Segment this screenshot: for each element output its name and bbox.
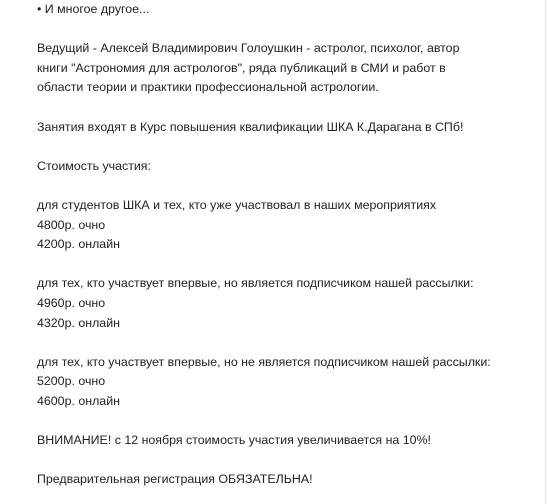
paragraph-gap — [37, 333, 537, 353]
pricing-group-label: для тех, кто участвует впервые, но не является подписчиком нашей рассылки: — [37, 354, 491, 369]
price-offline: 4960р. очно — [37, 295, 106, 310]
price-offline: 5200р. очно — [37, 374, 106, 389]
paragraph-gap — [37, 137, 537, 157]
course-note: Занятия входят в Курс повышения квалификации ШКА К.Дарагана в СПб! — [37, 119, 464, 134]
bullet-item: • И многое другое... — [37, 2, 150, 16]
registration-note: Предварительная регистрация ОБЯЗАТЕЛЬНА! — [37, 472, 313, 487]
pricing-group-label: для тех, кто участвует впервые, но является подписчиком нашей рассылки: — [37, 276, 474, 291]
paragraph-gap — [37, 451, 537, 471]
pricing-group — [37, 274, 537, 333]
pricing-heading: Стоимость участия: — [37, 158, 151, 173]
price-online: 4320р. онлайн — [37, 315, 120, 330]
price-offline: 4800р. очно — [37, 217, 106, 232]
host-line: книги "Астрономия для астрологов", ряда публикаций в СМИ и работ в — [37, 60, 446, 75]
pricing-group — [37, 353, 537, 412]
paragraph-gap — [37, 255, 537, 275]
right-border-divider — [545, 0, 546, 504]
price-online: 4200р. онлайн — [37, 237, 120, 252]
paragraph-gap — [37, 411, 537, 431]
paragraph-gap — [37, 98, 537, 118]
paragraph-gap — [37, 176, 537, 196]
host-paragraph — [37, 39, 537, 98]
host-line: Ведущий - Алексей Владимирович Голоушкин - астролог, психолог, автор — [37, 41, 460, 56]
host-line: области теории и практики профессиональной астрологии. — [37, 80, 379, 95]
warning-text: ВНИМАНИЕ! с 12 ноября стоимость участия увеличивается на 10%! — [37, 433, 431, 448]
pricing-group — [37, 196, 537, 255]
price-online: 4600р. онлайн — [37, 393, 120, 408]
pricing-group-label: для студентов ШКА и тех, кто уже участвовал в наших мероприятиях — [37, 197, 437, 212]
paragraph-gap — [37, 20, 537, 40]
post-body — [37, 0, 537, 504]
